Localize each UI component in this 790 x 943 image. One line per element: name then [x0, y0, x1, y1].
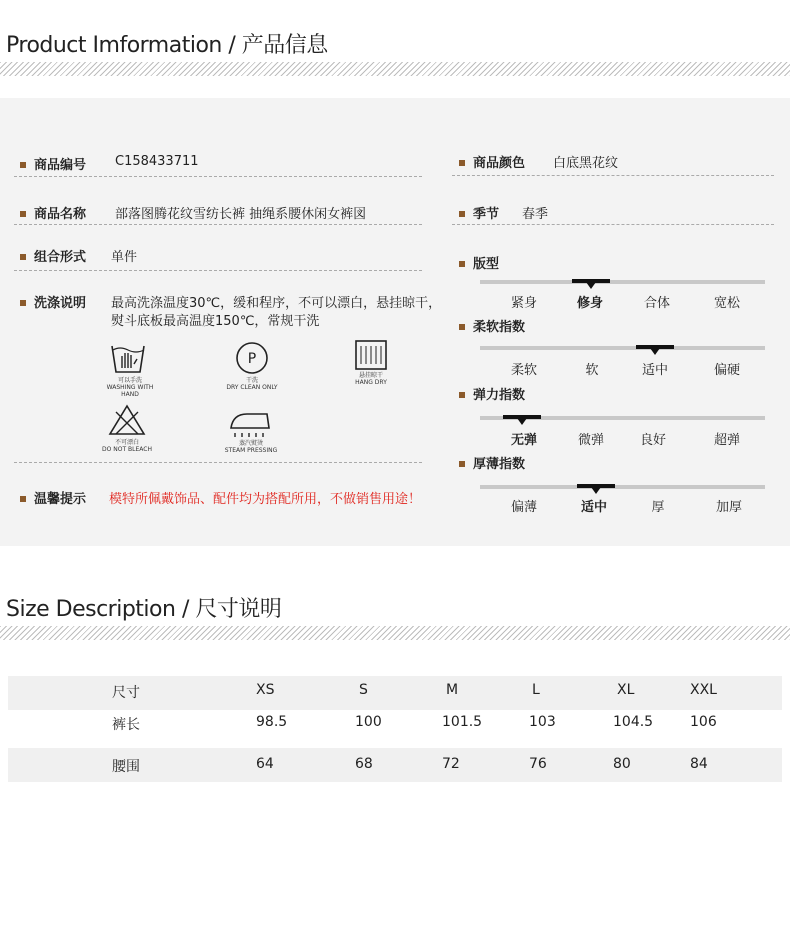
- hang-dry-icon: [355, 340, 387, 370]
- title-divider-stripe: [0, 62, 790, 76]
- scale-label-thickness: 厚薄指数: [459, 453, 525, 472]
- label-combination: 组合形式: [20, 246, 86, 265]
- value-color: 白底黑花纹: [553, 156, 619, 171]
- size-row-cell: 84: [690, 756, 708, 772]
- scale-marker-pointer: [586, 282, 596, 289]
- scale-option: 厚: [651, 500, 665, 515]
- scale-option-selected: 适中: [580, 500, 607, 515]
- dry-clean-p-icon: [234, 341, 270, 375]
- scale-option: 偏薄: [510, 500, 537, 515]
- size-row-cell: 76: [529, 756, 547, 772]
- size-row-cell: 100: [355, 714, 382, 730]
- scale-option: 紧身: [510, 296, 537, 311]
- size-row-cell: 裤长: [112, 717, 140, 733]
- label-season: 季节: [459, 203, 499, 222]
- scale-option: 良好: [639, 433, 666, 448]
- size-description-title: Size Description / 尺寸说明: [6, 597, 282, 622]
- row-divider: [452, 175, 774, 176]
- scale-track: [480, 485, 765, 489]
- row-divider: [14, 270, 422, 271]
- size-header-cell: L: [532, 682, 540, 698]
- hand-wash-icon: [110, 340, 146, 374]
- value-wash-line2: 熨斗底板最高温度150℃，常规干洗: [111, 314, 320, 329]
- scale-option-selected: 修身: [576, 296, 603, 311]
- value-season: 春季: [522, 207, 549, 222]
- scale-option: 微弹: [577, 433, 604, 448]
- value-product-name: 部落图腾花纹雪纺长裤 抽绳系腰休闲女裤図: [115, 207, 367, 222]
- scale-option: 超弹: [713, 433, 740, 448]
- size-row-cell: 104.5: [613, 714, 654, 730]
- label-wash-instructions: 洗涤说明: [20, 292, 86, 311]
- care-caption: 蒸汽熨烫 STEAM PRESSING: [224, 440, 278, 454]
- scale-option: 偏硬: [713, 363, 740, 378]
- scale-track: [480, 346, 765, 350]
- care-caption: 悬挂晾干 HANG DRY: [355, 372, 387, 386]
- size-row-cell: 80: [613, 756, 631, 772]
- value-combination: 单件: [111, 250, 138, 265]
- row-divider: [14, 176, 422, 177]
- scale-label-softness: 柔软指数: [459, 316, 525, 335]
- steam-iron-icon: [227, 408, 273, 438]
- row-divider: [14, 462, 422, 463]
- scale-option: 加厚: [715, 500, 742, 515]
- scale-label-elasticity: 弹力指数: [459, 384, 525, 403]
- label-product-code: 商品编号: [20, 154, 86, 173]
- size-header-cell: 尺寸: [112, 685, 140, 701]
- size-header-cell: XL: [617, 682, 635, 698]
- size-row-cell: 腰围: [112, 759, 140, 775]
- scale-option-selected: 无弹: [510, 433, 537, 448]
- size-header-cell: M: [446, 682, 459, 698]
- size-row-cell: 101.5: [442, 714, 483, 730]
- scale-label-fit: 版型: [459, 253, 499, 272]
- value-wash-line1: 最高洗涤温度30℃，缓和程序，不可以漂白，悬挂晾干，: [111, 296, 442, 311]
- scale-option: 合体: [643, 296, 670, 311]
- label-color: 商品颜色: [459, 152, 525, 171]
- svg-text:P: P: [247, 351, 257, 367]
- title-divider-stripe: [0, 626, 790, 640]
- scale-option: 宽松: [713, 296, 740, 311]
- product-info-panel: [0, 98, 790, 546]
- product-info-title: Product Imformation / 产品信息: [6, 33, 328, 58]
- size-header-cell: XXL: [690, 682, 717, 698]
- size-row-cell: 103: [529, 714, 556, 730]
- value-notice: 模特所佩戴饰品、配件均为搭配所用，不做销售用途！: [109, 492, 422, 507]
- size-header-cell: XS: [256, 682, 275, 698]
- size-header-cell: S: [359, 682, 368, 698]
- size-row-cell: 98.5: [256, 714, 288, 730]
- care-caption: 不可漂白 DO NOT BLEACH: [102, 439, 152, 453]
- care-caption: 干洗 DRY CLEAN ONLY: [226, 377, 278, 391]
- scale-track: [480, 280, 765, 284]
- scale-marker-pointer: [591, 487, 601, 494]
- no-bleach-icon: [108, 404, 146, 436]
- size-row-cell: 68: [355, 756, 373, 772]
- scale-option-selected: 适中: [641, 363, 668, 378]
- scale-option: 柔软: [510, 363, 537, 378]
- row-divider: [14, 224, 422, 225]
- row-divider: [452, 224, 774, 225]
- size-row-cell: 72: [442, 756, 460, 772]
- size-row-cell: 64: [256, 756, 274, 772]
- scale-marker-pointer: [650, 348, 660, 355]
- label-product-name: 商品名称: [20, 203, 86, 222]
- value-product-code: C158433711: [115, 154, 199, 169]
- scale-marker-pointer: [517, 418, 527, 425]
- size-row-cell: 106: [690, 714, 717, 730]
- label-notice: 温馨提示: [20, 488, 86, 507]
- care-caption: 可以手洗 WASHING WITH HAND: [106, 377, 154, 398]
- scale-option: 软: [585, 363, 599, 378]
